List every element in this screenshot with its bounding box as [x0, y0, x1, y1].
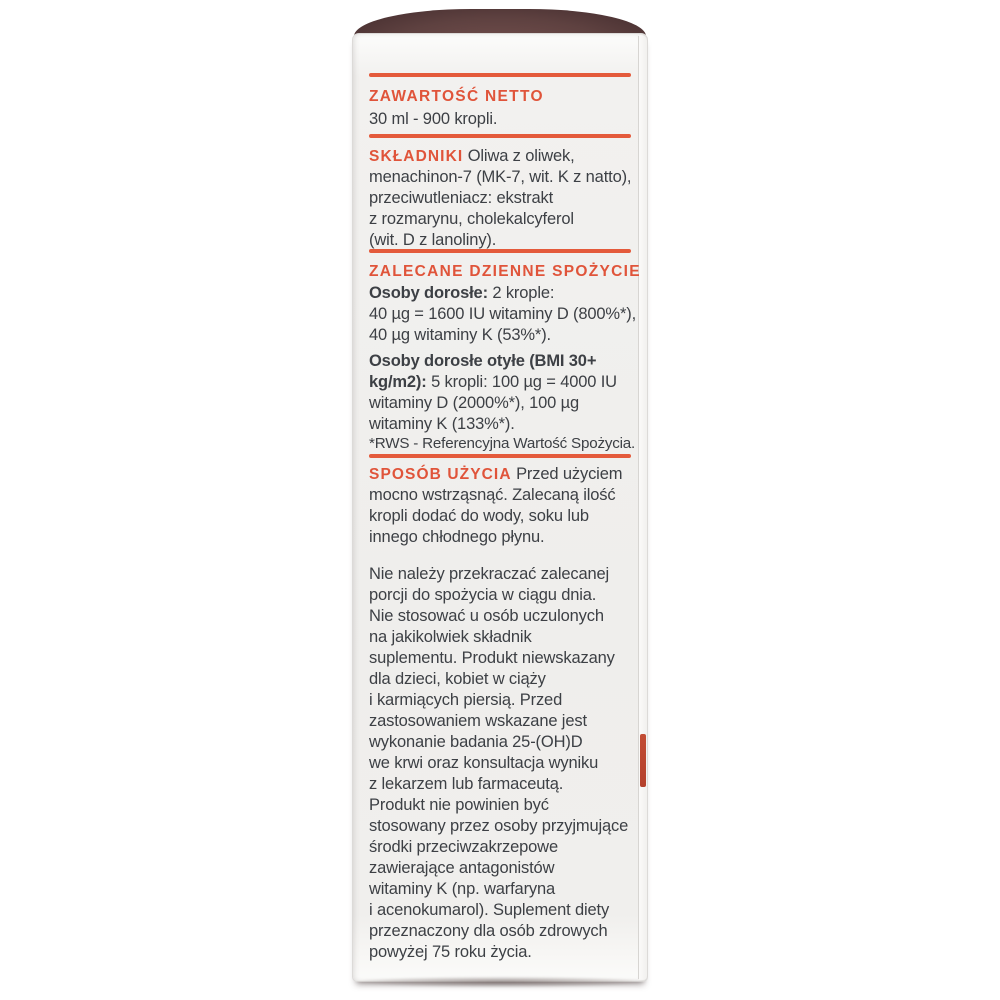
label-content: [369, 34, 641, 981]
text-line: [369, 283, 636, 304]
rws-footnote: *RWS - Referencyjna Wartość Spożycia.: [369, 435, 636, 452]
section-divider: [369, 73, 631, 77]
text-line: kropli dodać do wody, soku lub: [369, 507, 589, 525]
text-line: z lekarzem lub farmaceutą.: [369, 775, 564, 793]
text-line: stosowany przez osoby przyjmujące: [369, 817, 629, 835]
ingredients-first-line: Oliwa z oliwek,: [467, 147, 575, 165]
text-line: i acenokumarol). Suplement diety: [369, 901, 610, 919]
text-line: 40 µg witaminy K (53%*).: [369, 326, 551, 344]
text-line: na jakikolwiek składnik: [369, 628, 532, 646]
text-line: porcji do spożycia w ciągu dnia.: [369, 586, 597, 604]
text-line: mocno wstrząsnąć. Zalecaną ilość: [369, 486, 616, 504]
text-line: suplementu. Produkt niewskazany: [369, 649, 615, 667]
panel-right-edge: [639, 35, 647, 980]
text-line: Nie należy przekraczać zalecanej: [369, 565, 610, 583]
section-divider: [369, 134, 631, 138]
text-line: witaminy K (133%*).: [369, 415, 515, 433]
box-bottom-shadow: [356, 977, 646, 987]
text-line: i karmiących piersią. Przed: [369, 691, 563, 709]
section-divider: [369, 454, 631, 458]
adults-lead: Osoby dorosłe:: [369, 284, 488, 302]
obese-line2-rest: 5 kropli: 100 µg = 4000 IU: [431, 373, 617, 391]
box-front-panel: [352, 33, 648, 982]
text-line: dla dzieci, kobiet w ciąży: [369, 670, 546, 688]
text-line: witaminy D (2000%*), 100 µg: [369, 394, 579, 412]
text-line: witaminy K (np. warfaryna: [369, 880, 556, 898]
text-line: we krwi oraz konsultacja wyniku: [369, 754, 599, 772]
ingredients-heading: SKŁADNIKI: [369, 148, 464, 165]
text-line: Produkt nie powinien być: [369, 796, 549, 814]
text-line: przeciwutleniacz: ekstrakt: [369, 189, 554, 207]
obese-lead-line1: Osoby dorosłe otyłe (BMI 30+: [369, 352, 597, 370]
text-line: przeznaczony dla osób zdrowych: [369, 922, 608, 940]
usage-lines: [369, 485, 622, 548]
obese-lead-line2: kg/m2):: [369, 373, 427, 391]
text-line: zawierające antagonistów: [369, 859, 555, 877]
adults-lead-rest: 2 krople:: [492, 284, 555, 302]
text-line: innego chłodnego płynu.: [369, 528, 545, 546]
ingredients-paragraph: [369, 146, 631, 251]
obese-dose-lines: [369, 393, 617, 435]
text-line: [369, 372, 617, 393]
text-line: zastosowaniem wskazane jest: [369, 712, 587, 730]
text-line: (wit. D z lanoliny).: [369, 231, 497, 249]
text-line: środki przeciwzakrzepowe: [369, 838, 558, 856]
net-content-value: 30 ml - 900 kropli.: [369, 110, 498, 128]
warnings-lines: [369, 564, 628, 963]
adults-dose-lines: [369, 304, 636, 346]
usage-first-line: Przed użyciem: [516, 465, 623, 483]
text-line: Nie stosować u osób uczulonych: [369, 607, 604, 625]
text-line: menachinon-7 (MK-7, wit. K z natto),: [369, 168, 632, 186]
text-line: wykonanie badania 25-(OH)D: [369, 733, 583, 751]
text-line: powyżej 75 roku życia.: [369, 943, 532, 961]
usage-paragraph: [369, 464, 622, 548]
obese-dose-paragraph: [369, 351, 617, 435]
text-line: [369, 464, 622, 485]
section-divider: [369, 249, 631, 253]
warnings-paragraph: [369, 564, 628, 963]
usage-heading: SPOSÓB UŻYCIA: [369, 466, 512, 483]
text-line: [369, 146, 631, 167]
text-line: 40 µg = 1600 IU witaminy D (800%*),: [369, 305, 637, 323]
adults-dose-paragraph: [369, 283, 636, 346]
daily-intake-heading: ZALECANE DZIENNE SPOŻYCIE: [369, 263, 641, 280]
ingredients-lines: [369, 167, 631, 251]
net-content-heading: ZAWARTOŚĆ NETTO: [369, 88, 544, 105]
text-line: z rozmarynu, cholekalcyferol: [369, 210, 574, 228]
side-accent-bar: [640, 734, 646, 787]
